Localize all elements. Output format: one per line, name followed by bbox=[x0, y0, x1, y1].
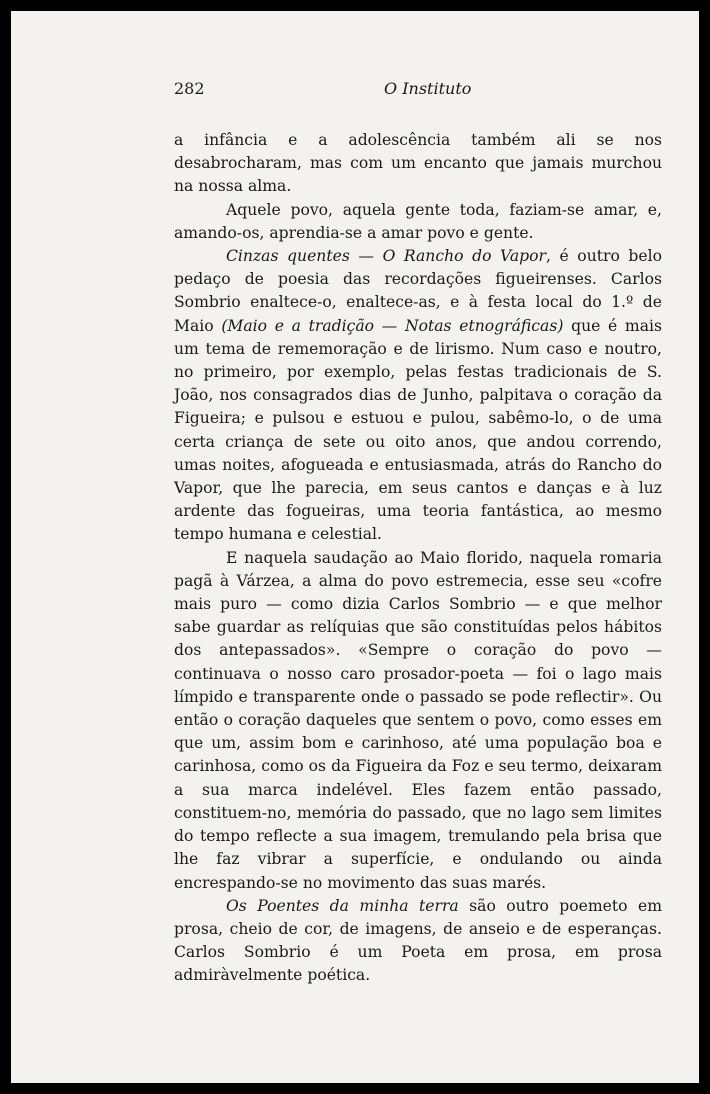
paragraph-4 bbox=[174, 547, 662, 895]
running-head bbox=[174, 79, 536, 101]
italic-title: Cinzas quentes — O Rancho do Vapor bbox=[226, 247, 546, 266]
book-page bbox=[11, 11, 699, 1083]
text-segment: E naquela saudação ao Maio florido, naquela romaria pagã à Várzea, a alma do povo estremecia, esse seu «cofre mais puro — como dizia Carlos Sombrio — e que melhor sabe guardar as relíquias que são constituídas pelos hábitos dos antepassados». «Sempre o coração do povo — continuava o nosso caro prosador-poeta — foi o lago mais límpido e transparente onde o passado se pode reflectir». Ou então o coração daqueles que sentem o povo, como esses em que um, assim bom e carinhoso, até uma população boa e carinhosa, como os da Figueira da Foz e seu termo, deixaram a sua marca indelével. Eles fazem então passado, constituem-no, memória do passado, que no lago sem limites do tempo reflecte a sua imagem, tremulando pela brisa que lhe faz vibrar a superfície, e ondulando ou ainda encrespando-se no movimento das suas marés. bbox=[174, 548, 662, 892]
text-segment: que é mais um tema de rememoração e de lirismo. Num caso e noutro, no primeiro, por exemplo, pelas festas tradicionais de S. João, nos consagrados dias de Junho, palpitava o coração da Figueira; e pulsou e estuou e pulou, sabêmo-lo, o de uma certa criança de sete ou oito anos, que andou correndo, umas noites, afogueada e entusiasmada, atrás do Rancho do Vapor, que lhe parecia, em seus cantos e danças e à luz ardente das fogueiras, uma teoria fantástica, ao mesmo tempo humana e celestial. bbox=[174, 316, 662, 544]
page-number: 282 bbox=[174, 79, 205, 98]
italic-title: (Maio e a tradição — Notas etnográficas) bbox=[221, 316, 564, 335]
paragraph-3 bbox=[174, 245, 662, 547]
text-segment: , é outro belo pedaço de poesia das recordações figueirenses. Carlos Sombrio enaltece-o, enaltece-as, e à festa local do 1.º de Maio bbox=[174, 247, 662, 335]
italic-title: Os Poentes da minha terra bbox=[226, 896, 459, 915]
paragraph-5 bbox=[174, 895, 662, 988]
text-segment: a infância e a adolescência também ali se nos desabrocharam, mas com um encanto que jamais murchou na nossa alma. bbox=[174, 131, 662, 196]
text-segment: são outro poemeto em prosa, cheio de cor, de imagens, de anseio e de esperanças. Carlos Sombrio é um Poeta em prosa, em prosa admiràvelmente poética. bbox=[174, 896, 662, 985]
running-title: O Instituto bbox=[384, 79, 472, 98]
paragraph-2 bbox=[174, 199, 662, 245]
paragraph-1 bbox=[174, 129, 662, 199]
body-text bbox=[174, 129, 662, 988]
text-segment: Aquele povo, aquela gente toda, faziam-se amar, e, amando-os, aprendia-se a amar povo e gente. bbox=[174, 200, 662, 242]
